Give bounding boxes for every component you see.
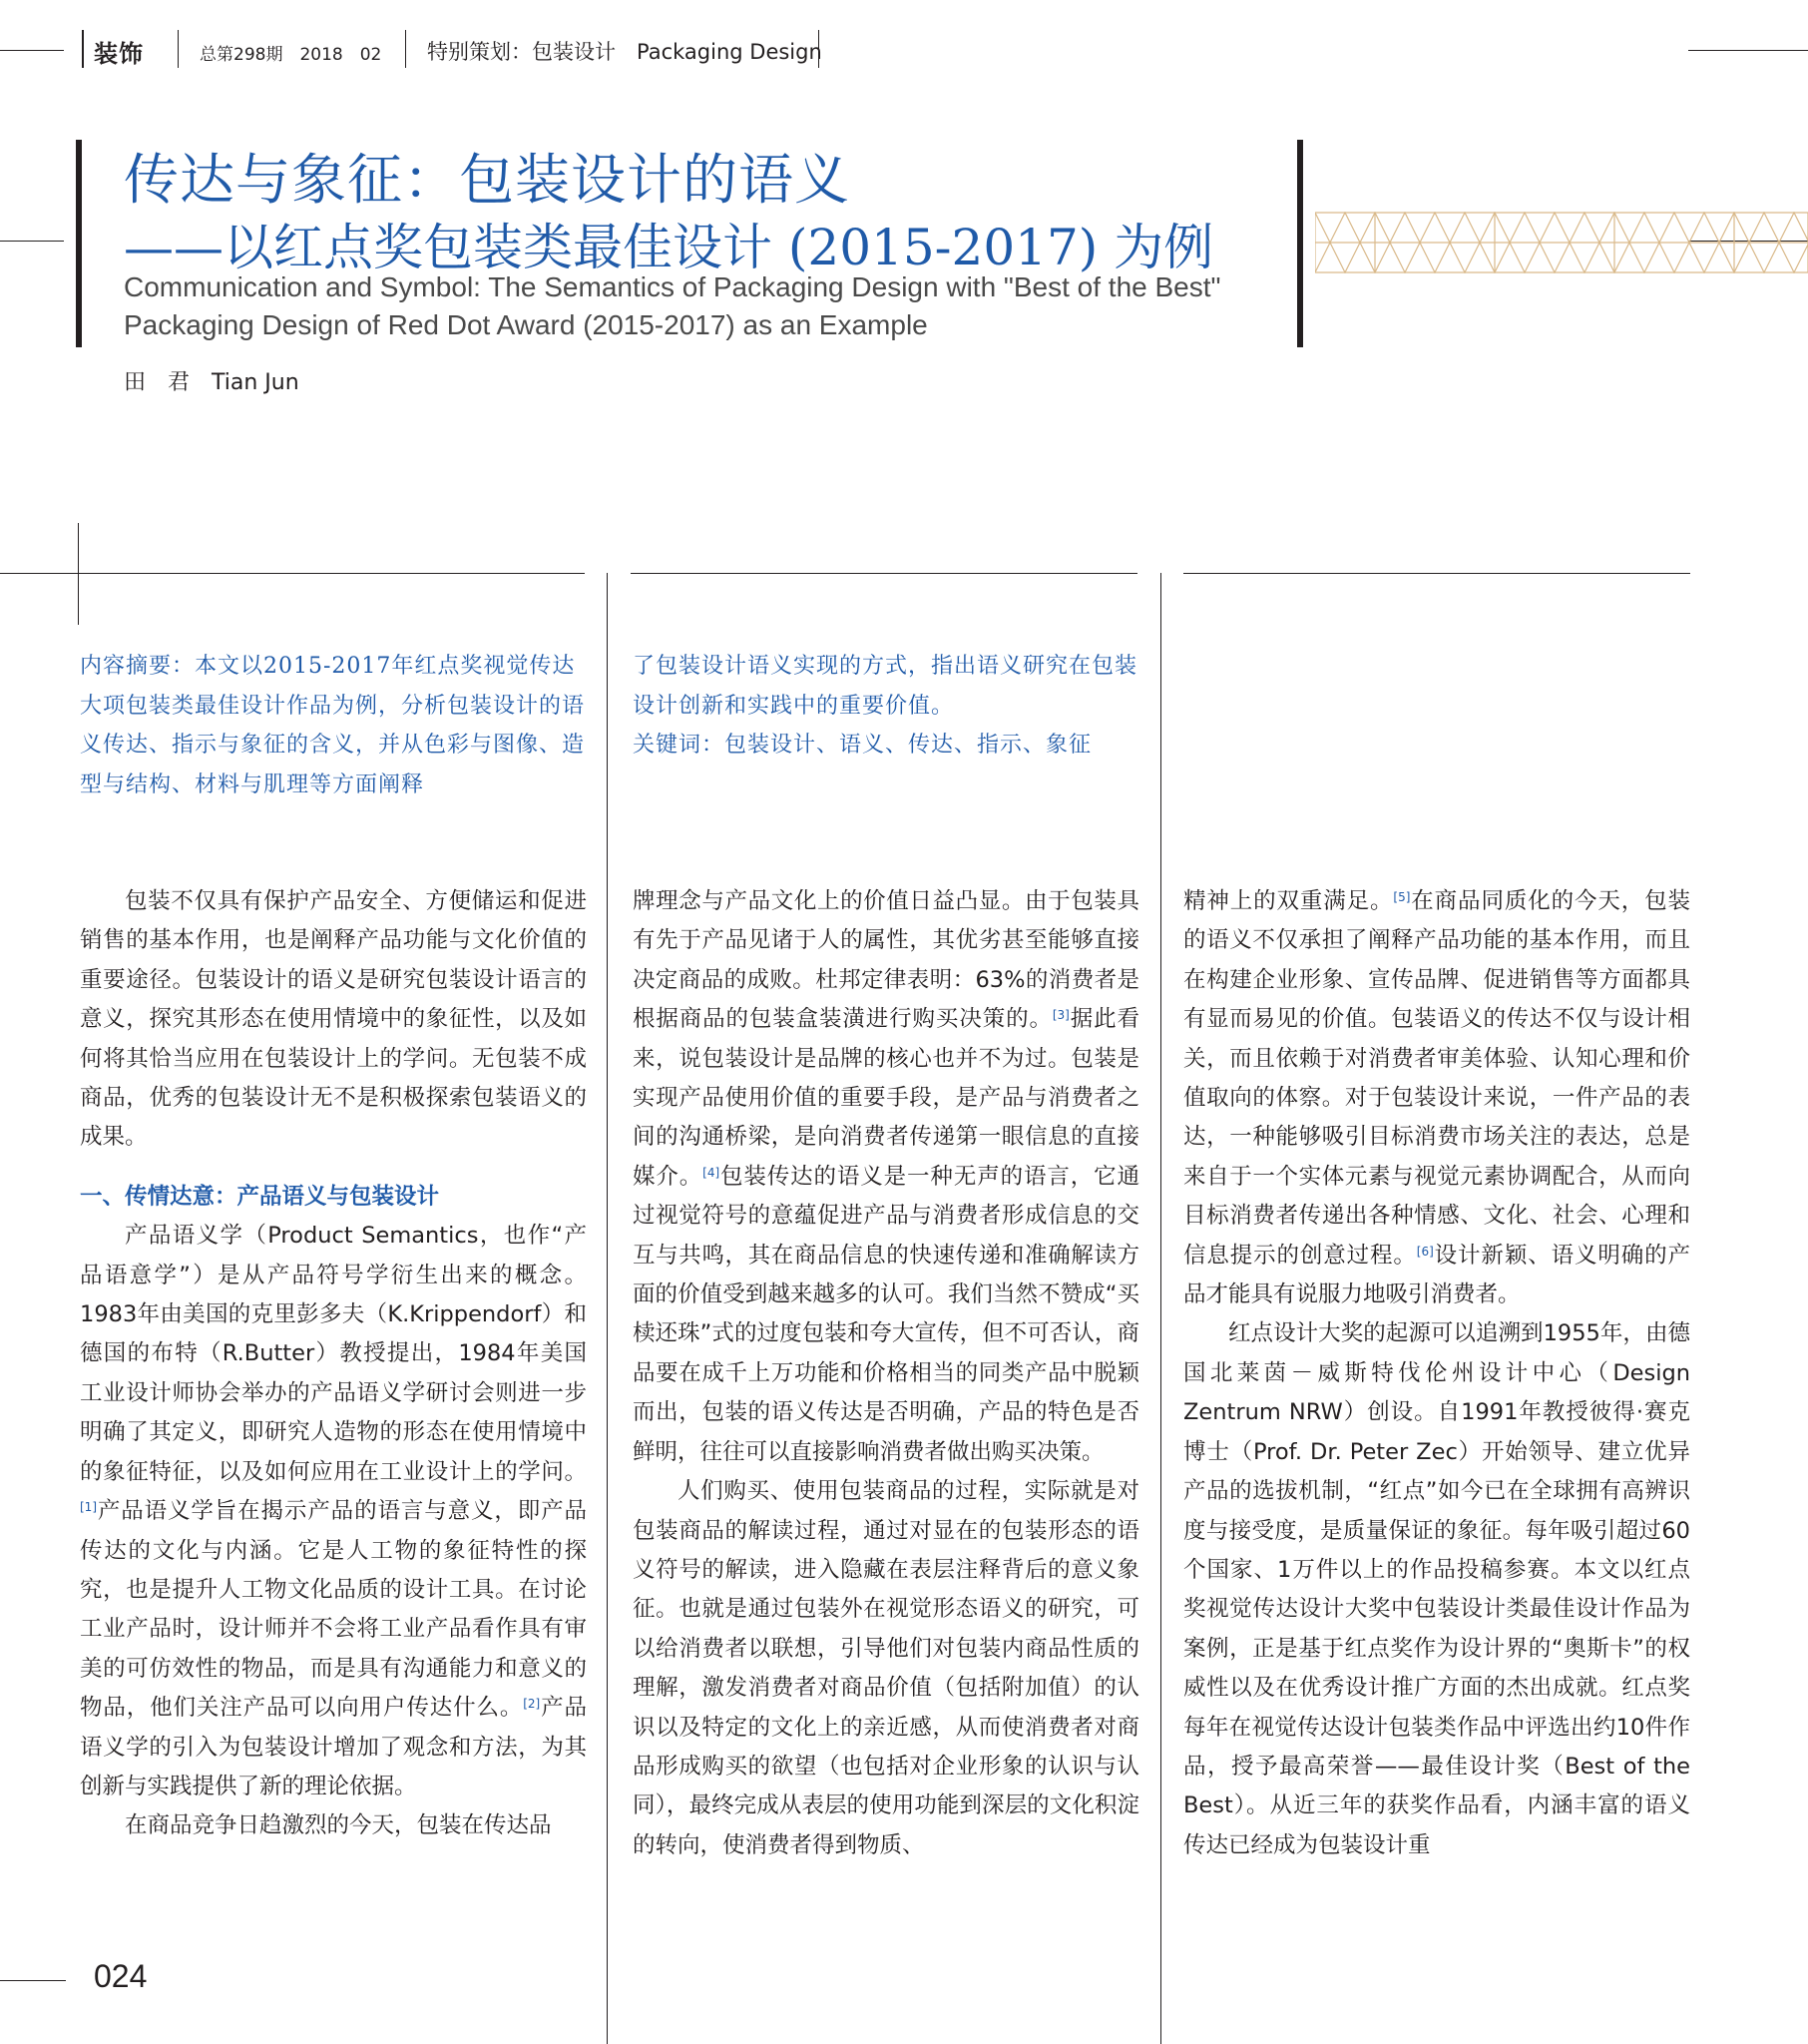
- citation[interactable]: [3]: [1052, 1008, 1070, 1023]
- paragraph: 产品语义学（Product Semantics，也作“产品语意学”）是从产品符号学衍生出来的概念。1983年由美国的克里彭多夫（K.Krippendorf）和德国的布特（R.Butter）教授提出，1984年美国工业设计师协会举办的产品语义学研讨会则进一步明确了其定义，即研究人造物的形态在使用情境中的象征特征，以及如何应用在工业设计上的学问。[1]产品语义学旨在揭示产品的语言与意义，即产品传达的文化与内涵。它是人工物的象征特性的探究，也是提升人工物文化品质的设计工具。在讨论工业产品时，设计师并不会将工业产品看作具有审美的可仿效性的物品，而是具有沟通能力和意义的物品，他们关注产品可以向用户传达什么。[2]产品语义学的引入为包装设计增加了观念和方法，为其创新与实践提供了新的理论依据。: [80, 1223, 587, 1799]
- page-number: 024: [94, 1958, 148, 1994]
- citation[interactable]: [1]: [80, 1500, 97, 1515]
- author-name: 田 君 Tian Jun: [124, 370, 299, 395]
- abstract-part-2: 了包装设计语义实现的方式，指出语义研究在包装设计创新和实践中的重要价值。: [633, 654, 1138, 719]
- header-divider-1: [82, 30, 84, 68]
- feature-label: 特别策划：包装设计 Packaging Design: [427, 40, 822, 64]
- paragraph: 红点设计大奖的起源可以追溯到1955年，由德国北莱茵－威斯特伐伦州设计中心（Design Zentrum NRW）创设。自1991年教授彼得·赛克博士（Prof. Dr. Peter Zec）开始领导、建立优异产品的选拔机制，“红点”如今已在全球拥有高辨识度与接受度，是质量保证的象征。每年吸引超过60个国家、1万件以上的作品投稿参赛。本文以红点奖视觉传达设计大奖中包装设计类最佳设计作品为案例，正是基于红点奖作为设计界的“奥斯卡”的权威性以及在优秀设计推广方面的杰出成就。红点奖每年在视觉传达设计包装类作品中评选出约10件作品，授予最高荣誉——最佳设计奖（Best of the Best）。从近三年的获奖作品看，内涵丰富的语义传达已经成为包装设计重: [1183, 1320, 1690, 1858]
- paragraph: 精神上的双重满足。[5]在商品同质化的今天，包装的语义不仅承担了阐释产品功能的基本作用，而且在构建企业形象、宣传品牌、促进销售等方面都具有显而易见的价值。包装语义的传达不仅与设计相关，而且依赖于对消费者审美体验、认知心理和价值取向的体察。对于包装设计来说，一件产品的表达，一种能够吸引目标消费市场关注的表达，总是来自于一个实体元素与视觉元素协调配合，从而向目标消费者传递出各种情感、文化、社会、心理和信息提示的创意过程。[6]设计新颖、语义明确的产品才能具有说服力地吸引消费者。: [1183, 888, 1690, 1308]
- column-divider-2: [1160, 573, 1161, 2044]
- title-bar-left: [76, 140, 82, 347]
- paragraph: 在商品竞争日趋激烈的今天，包装在传达品: [125, 1812, 552, 1839]
- body-column-3: [1183, 882, 1690, 1865]
- column-rule-3-top: [1183, 573, 1690, 574]
- paragraph: 包装不仅具有保护产品安全、方便储运和促进销售的基本作用，也是阐释产品功能与文化价值的重要途径。包装设计的语义是研究包装设计语言的意义，探究其形态在使用情境中的象征性，以及如何将其恰当应用在包装设计上的学问。无包装不成商品，优秀的包装设计无不是积极探索包装语义的成果。: [80, 888, 587, 1151]
- paragraph: 人们购买、使用包装商品的过程，实际就是对包装商品的解读过程，通过对显在的包装形态的语义符号的解读，进入隐藏在表层注释背后的意义象征。也就是通过包装外在视觉形态语义的研究，可以给消费者以联想，引导他们对包装内商品性质的理解，激发消费者对商品价值（包括附加值）的认识以及特定的文化上的亲近感，从而使消费者对商品形成购买的欲望（也包括对企业形象的认识与认同），最终完成从表层的使用功能到深层的文化积淀的转向，使消费者得到物质、: [633, 1478, 1139, 1858]
- column-rule-2-top: [631, 573, 1137, 574]
- body-column-1: [80, 882, 587, 1846]
- section-heading: 一、传情达意：产品语义与包装设计: [80, 1183, 440, 1210]
- citation[interactable]: [2]: [523, 1697, 541, 1712]
- column-divider-1: [607, 573, 608, 2044]
- crop-mark-vertical: [78, 523, 79, 625]
- issue-info: 总第298期 2018 02: [200, 45, 382, 65]
- abstract-part-1: 内容摘要：本文以2015-2017年红点奖视觉传达大项包装类最佳设计作品为例，分析包装设计的语义传达、指示与象征的含义，并从色彩与图像、造型与结构、材料与肌理等方面阐释: [80, 654, 586, 797]
- header-divider-2: [178, 30, 179, 68]
- english-title-line-1: Communication and Symbol: The Semantics of Packaging Design with "Best of the Best": [124, 271, 1221, 302]
- article-subtitle: ——以红点奖包装类最佳设计 (2015-2017) 为例: [124, 219, 1214, 276]
- body-column-2: [633, 882, 1139, 1865]
- english-title-line-2: Packaging Design of Red Dot Award (2015-2017) as an Example: [124, 309, 928, 340]
- citation[interactable]: [5]: [1393, 890, 1411, 904]
- keywords: 关键词：包装设计、语义、传达、指示、象征: [633, 733, 1093, 758]
- decorative-lattice: [1315, 212, 1808, 273]
- header-rule-left: [0, 50, 64, 51]
- citation[interactable]: [6]: [1416, 1244, 1434, 1259]
- paragraph: 牌理念与产品文化上的价值日益凸显。由于包装具有先于产品见诸于人的属性，其优劣甚至能够直接决定商品的成败。杜邦定律表明：63%的消费者是根据商品的包装盒装潢进行购买决策的。[3]据此看来，说包装设计是品牌的核心也并不为过。包装是实现产品使用价值的重要手段，是产品与消费者之间的沟通桥梁，是向消费者传递第一眼信息的直接媒介。[4]包装传达的语义是一种无声的语言，它通过视觉符号的意蕴促进产品与消费者形成信息的交互与共鸣，其在商品信息的快速传递和准确解读方面的价值受到越来越多的认可。我们当然不赞成“买椟还珠”式的过度包装和夸大宣传，但不可否认，商品要在成千上万功能和价格相当的同类产品中脱颖而出，包装的语义传达是否明确，产品的特色是否鲜明，往往可以直接影响消费者做出购买决策。: [633, 888, 1139, 1465]
- title-bar-right: [1297, 140, 1303, 347]
- title-side-rule-left: [0, 241, 64, 242]
- citation[interactable]: [4]: [702, 1165, 720, 1180]
- header-divider-3: [405, 30, 406, 68]
- journal-logo: 装饰: [94, 40, 144, 68]
- footer-rule: [0, 1980, 66, 1981]
- article-title: 传达与象征：包装设计的语义: [124, 148, 851, 212]
- header-rule-right: [1688, 50, 1808, 51]
- column-rule-1-top: [0, 573, 585, 574]
